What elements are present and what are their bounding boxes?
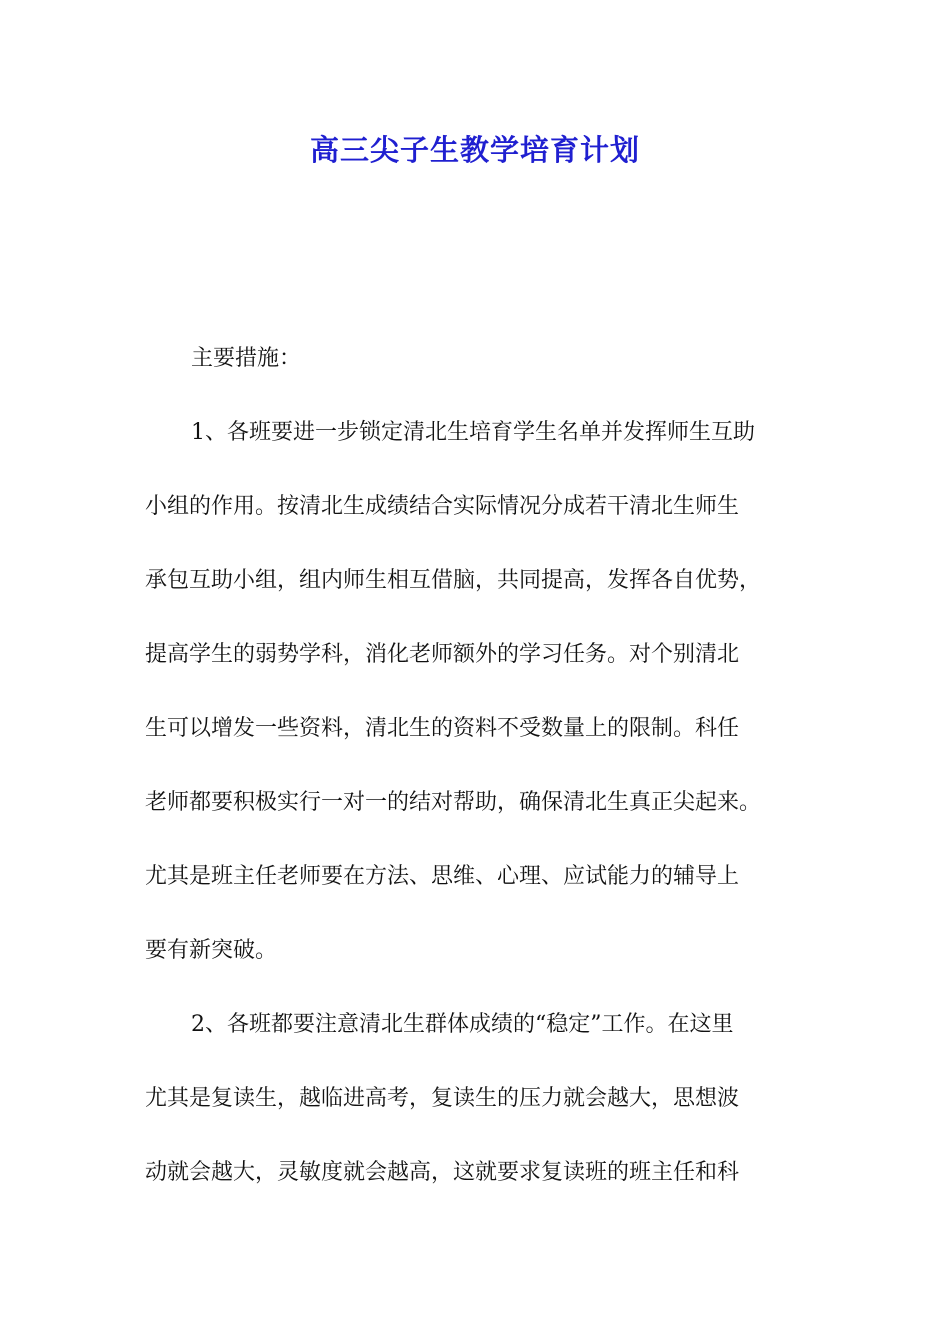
paragraph-line: 生可以增发一些资料，清北生的资料不受数量上的限制。科任 <box>145 716 740 741</box>
paragraph-line: 老师都要积极实行一对一的结对帮助，确保清北生真正尖起来。 <box>145 790 762 815</box>
paragraph-line: 承包互助小组，组内师生相互借脑，共同提高，发挥各自优势， <box>145 568 762 593</box>
paragraph-line: 尤其是复读生，越临进高考，复读生的压力就会越大，思想波 <box>145 1086 740 1111</box>
paragraph-line: 动就会越大，灵敏度就会越高，这就要求复读班的班主任和科 <box>145 1160 740 1185</box>
paragraph-line: 小组的作用。按清北生成绩结合实际情况分成若干清北生师生 <box>145 494 740 519</box>
document-title: 高三尖子生教学培育计划 <box>309 133 640 167</box>
paragraph-line: 1、各班要进一步锁定清北生培育学生名单并发挥师生互助 <box>191 420 755 445</box>
paragraph-line: 主要措施： <box>191 346 302 371</box>
paragraph-line: 尤其是班主任老师要在方法、思维、心理、应试能力的辅导上 <box>145 864 740 889</box>
paragraph-line: 2、各班都要注意清北生群体成绩的“稳定”工作。在这里 <box>191 1012 734 1037</box>
paragraph-line: 提高学生的弱势学科，消化老师额外的学习任务。对个别清北 <box>145 642 740 667</box>
document-body <box>145 336 825 1224</box>
paragraph-line: 要有新突破。 <box>145 938 278 963</box>
